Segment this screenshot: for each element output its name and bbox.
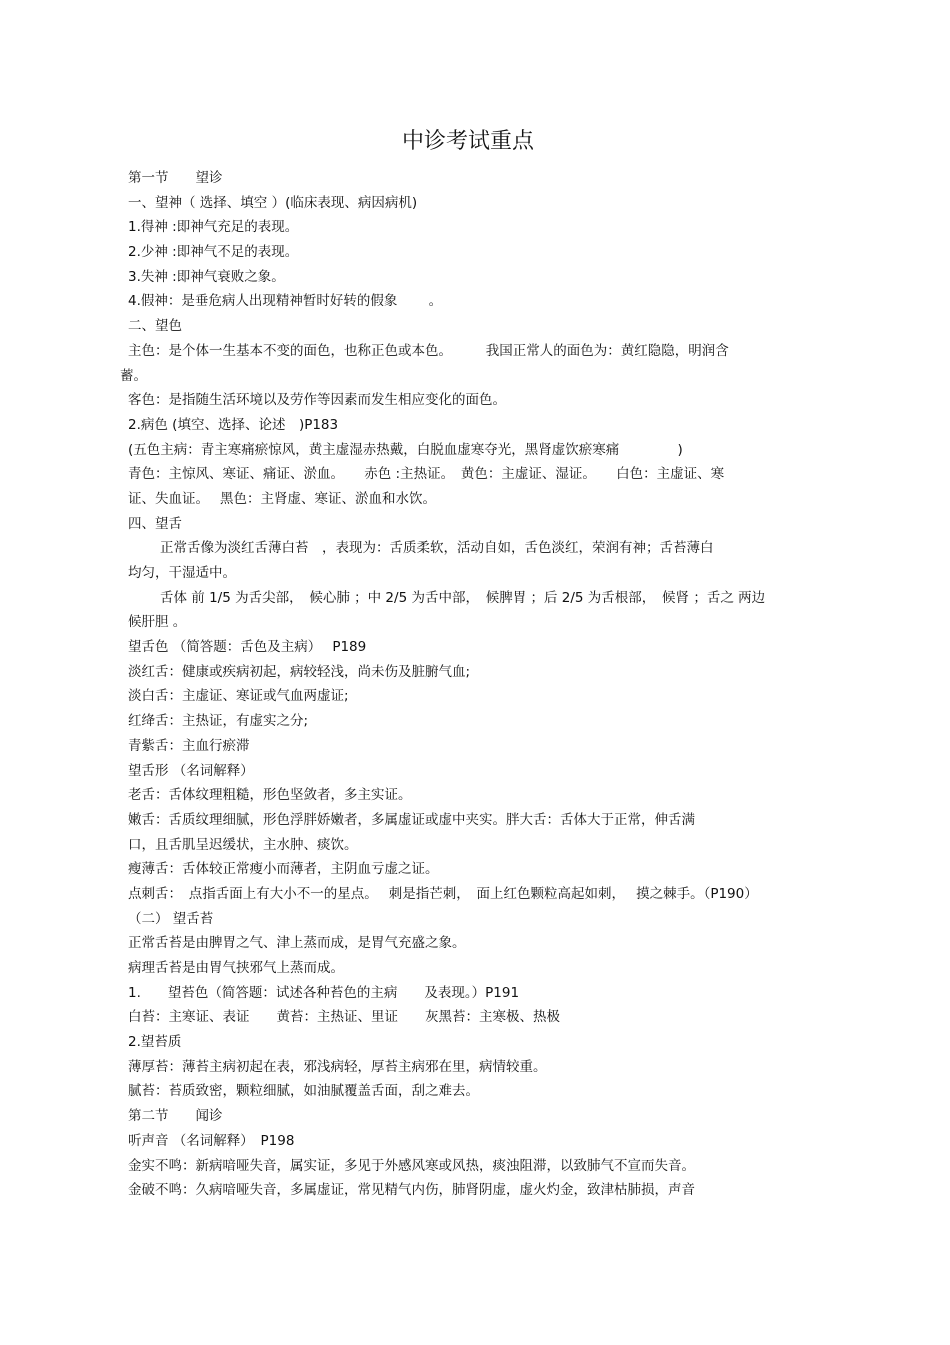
body-line: 证、失血证。 黑色：主肾虚、寒证、淤血和水饮。 xyxy=(128,490,437,507)
body-line: 1. 望苔色（简答题：试述各种苔色的主病 及表现。）P191 xyxy=(128,984,520,1001)
body-line: 客色：是指随生活环境以及劳作等因素而发生相应变化的面色。 xyxy=(128,392,506,409)
body-line: 候肝胆 。 xyxy=(128,614,187,631)
subsection-heading: （二） 望舌苔 xyxy=(128,910,214,927)
body-line: 主色：是个体一生基本不变的面色，也称正色或本色。 我国正常人的面色为：黄红隐隐，明润含 xyxy=(128,342,729,359)
body-line: 正常舌苔是由脾胃之气、津上蒸而成，是胃气充盛之象。 xyxy=(128,935,466,952)
body-line: 瘦薄舌：舌体较正常瘦小而薄者，主阴血亏虚之证。 xyxy=(128,861,439,878)
body-line: 正常舌像为淡红舌薄白苔 ，表现为：舌质柔软，活动自如，舌色淡红，荣润有神；舌苔薄白 xyxy=(160,540,714,557)
body-line: 口，且舌肌呈迟缓状，主水肿、痰饮。 xyxy=(128,836,358,853)
body-line: 3.失神 :即神气衰败之象。 xyxy=(128,268,285,285)
body-line: (五色主病：青主寒痛瘀惊风，黄主虚湿赤热戴，白脱血虚寒夺光，黑肾虚饮瘀寒痛 ) xyxy=(128,441,683,458)
body-line: 望舌色 （简答题：舌色及主病） P189 xyxy=(128,639,367,656)
body-line: 舌体 前 1/5 为舌尖部， 候心肺 ；中 2/5 为舌中部， 候脾胃 ；后 2/5 为舌根部， 候肾 ；舌之 两边 xyxy=(160,589,766,606)
body-line: 2.望苔质 xyxy=(128,1034,182,1051)
body-line: 听声音 （名词解释） P198 xyxy=(128,1132,295,1149)
section-heading: 第一节 望诊 xyxy=(128,170,223,186)
body-line: 金破不鸣：久病喑哑失音，多属虚证，常见精气内伤，肺肾阴虚，虚火灼金，致津枯肺损，声音 xyxy=(128,1182,695,1199)
body-line: 老舌：舌体纹理粗糙，形色坚敛者，多主实证。 xyxy=(128,787,412,804)
body-line: 嫩舌：舌质纹理细腻，形色浮胖娇嫩者，多属虚证或虚中夹实。胖大舌：舌体大于正常，伸舌满 xyxy=(128,811,695,828)
body-line: 2.病色 (填空、选择、论述 )P183 xyxy=(128,416,339,433)
subsection-heading: 二、望色 xyxy=(128,318,182,335)
body-line: 点刺舌： 点指舌面上有大小不一的星点。 刺是指芒刺， 面上红色颗粒高起如刺， 摸之棘手。（P190） xyxy=(128,885,758,902)
body-line: 腻苔：苔质致密，颗粒细腻，如油腻覆盖舌面，刮之难去。 xyxy=(128,1083,479,1100)
body-line: 蓄。 xyxy=(120,367,147,384)
body-line: 均匀，干湿适中。 xyxy=(128,565,236,581)
body-line: 淡白舌：主虚证、寒证或气血两虚证; xyxy=(128,688,349,705)
subsection-heading: 一、望神（ 选择、填空 ）(临床表现、病因病机) xyxy=(128,194,418,211)
body-line: 青色：主惊风、寒证、痛证、淤血。 赤色 :主热证。 黄色：主虚证、湿证。 白色：主虚证、寒 xyxy=(128,466,725,483)
body-line: 金实不鸣：新病喑哑失音，属实证，多见于外感风寒或风热，痰浊阻滞，以致肺气不宣而失音。 xyxy=(128,1157,695,1174)
body-line: 青紫舌：主血行瘀滞 xyxy=(128,737,250,754)
body-line: 淡红舌：健康或疾病初起，病较轻浅，尚未伤及脏腑气血; xyxy=(128,663,471,680)
body-line: 红绛舌：主热证，有虚实之分; xyxy=(128,713,309,730)
document-title: 中诊考试重点 xyxy=(401,129,534,154)
document-body xyxy=(120,166,843,1203)
subsection-heading: 四、望舌 xyxy=(128,515,182,532)
body-line: 2.少神 :即神气不足的表现。 xyxy=(128,244,299,261)
body-line: 病理舌苔是由胃气挟邪气上蒸而成。 xyxy=(128,960,344,976)
body-line: 望舌形 （名词解释） xyxy=(128,762,254,779)
body-line: 白苔：主寒证、表证 黄苔：主热证、里证 灰黑苔：主寒极、热极 xyxy=(128,1009,560,1026)
body-line: 1.得神 :即神气充足的表现。 xyxy=(128,219,299,236)
body-line: 4.假神：是垂危病人出现精神暂时好转的假象 。 xyxy=(128,293,443,310)
section-heading: 第二节 闻诊 xyxy=(128,1108,223,1125)
body-line: 薄厚苔：薄苔主病初起在表，邪浅病轻，厚苔主病邪在里，病情较重。 xyxy=(128,1058,547,1075)
